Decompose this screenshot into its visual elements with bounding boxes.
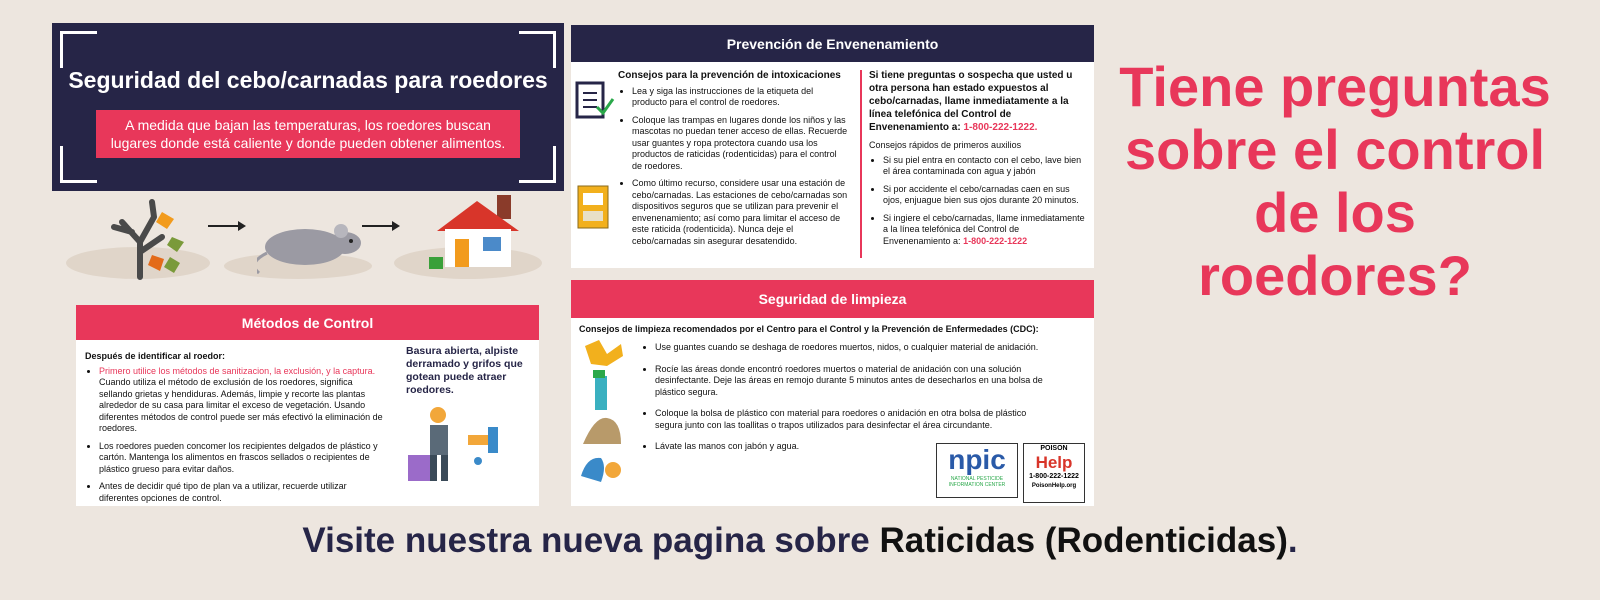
house-icon bbox=[427, 193, 537, 273]
poison-logo-top: POISON bbox=[1040, 445, 1068, 452]
cleaning-header: Seguridad de limpieza bbox=[571, 280, 1094, 318]
illustration-strip bbox=[52, 195, 564, 295]
divider bbox=[860, 70, 862, 258]
npic-logo-sub: NATIONAL PESTICIDE INFORMATION CENTER bbox=[948, 476, 1006, 488]
list-item: • Coloque las trampas en lugares donde los niños y las mascotas no puedan tener acceso de ellas. Recuerde usar guantes y ropa protectora cuando usa los productos de raticidas (rodenticidas) para el control de roedores. bbox=[632, 115, 848, 173]
arrow-icon bbox=[362, 225, 392, 227]
cleaning-list bbox=[641, 342, 1061, 459]
frame-corner bbox=[60, 31, 97, 68]
bottom-suffix: . bbox=[1287, 521, 1298, 560]
gloves-icon bbox=[585, 340, 623, 366]
methods-header: Métodos de Control bbox=[76, 305, 539, 340]
prevention-tips bbox=[618, 70, 848, 253]
big-question-heading: Tiene preguntas sobre el control de los roedores? bbox=[1119, 55, 1551, 307]
poison-phone: 1-800-222-1222. bbox=[963, 122, 1038, 133]
infographic-subtitle: A medida que bajan las temperaturas, los roedores buscan lugares donde está caliente y donde pueden obtener alimentos. bbox=[96, 110, 520, 158]
list-item: • Rocíe las áreas donde encontró roedores muertos o material de anidación con una solución desinfectante. Deje las áreas en remojo durante 5 minutos antes de desecharlos en una bolsa de plástico segura. bbox=[655, 364, 1061, 399]
arrow-icon bbox=[208, 225, 238, 227]
methods-panel bbox=[76, 305, 539, 506]
npic-logo bbox=[936, 443, 1018, 498]
aid3-phone: 1-800-222-1222 bbox=[963, 235, 1028, 246]
cleaning-icons bbox=[577, 336, 629, 486]
cleaning-panel bbox=[571, 280, 1094, 506]
list-item: • Los roedores pueden concomer los recipientes delgados de plástico y cartón. Mantenga los alimentos en frascos sellados o recipientes de plástico grueso para evitar daños. bbox=[99, 441, 385, 476]
methods-intro: Después de identificar al roedor: bbox=[85, 351, 226, 361]
methods-item1-highlight: Primero utilice los métodos de sanitizacion, la exclusión, y la captura. bbox=[99, 365, 376, 376]
npic-logo-text: npic bbox=[948, 444, 1006, 475]
cleaning-intro: Consejos de limpieza recomendados por el Centro para el Control y la Prevención de Enfermedades (CDC): bbox=[579, 324, 1039, 334]
prevention-header: Prevención de Envenenamiento bbox=[571, 25, 1094, 62]
list-item bbox=[99, 366, 385, 435]
first-aid-title: Consejos rápidos de primeros auxilios bbox=[869, 140, 1022, 150]
frame-corner bbox=[60, 146, 97, 183]
list-item: • Use guantes cuando se deshaga de roedores muertos, nidos, o cualquier material de anidación. bbox=[655, 342, 1061, 354]
checklist-icon bbox=[575, 81, 615, 121]
bag-icon bbox=[583, 418, 621, 444]
title-panel bbox=[52, 23, 564, 191]
bare-tree-icon bbox=[92, 197, 202, 282]
handwash-icon bbox=[581, 458, 604, 482]
poison-logo-phone: 1-800-222-1222 bbox=[1029, 473, 1079, 480]
methods-callout: Basura abierta, alpiste derramado y grifos que gotean puede atraer roedores. bbox=[406, 345, 523, 396]
list-item: • Lávate las manos con jabón y agua. bbox=[655, 441, 1061, 453]
bottom-prefix: Visite nuestra nueva pagina sobre bbox=[302, 521, 880, 560]
list-item: • Coloque la bolsa de plástico con material para roedores o anidación en otra bolsa de plástico segura junto con las toallitas o trapos utilizados para desinfectar el área circundante. bbox=[655, 408, 1055, 431]
exposure-question-text: Si tiene preguntas o sospecha que usted u otra persona han estado expuestos al cebo/carnadas, llame inmediatamente a la línea telefónica del Control de Envenenamiento a: bbox=[869, 70, 1073, 133]
prevention-right bbox=[869, 69, 1087, 253]
aid3-text: Si ingiere el cebo/carnadas, llame inmediatamente a la línea telefónica del Control de Envenenamiento a: bbox=[883, 212, 1085, 246]
bottom-cta bbox=[0, 521, 1600, 561]
list-item: • Si por accidente el cebo/carnadas caen en sus ojos, enjuague bien sus ojos durante 20 minutos. bbox=[883, 184, 1087, 207]
rat-icon bbox=[257, 217, 367, 277]
exposure-question bbox=[869, 69, 1087, 134]
arrow-head bbox=[238, 221, 246, 231]
list-item: • Antes de decidir qué tipo de plan va a utilizar, recuerde utilizar diferentes opciones de control. bbox=[99, 481, 385, 504]
infographic-title: Seguridad del cebo/carnadas para roedores bbox=[68, 67, 548, 93]
prevention-tips-title: Consejos para la prevención de intoxicaciones bbox=[618, 70, 841, 81]
methods-item1-rest: Cuando utiliza el método de exclusión de los roedores, significa sellando grietas y hendiduras. Además, limpie y recorte las plantas alrededor de su casa para limitar el exceso de vegetación. Usando diferentes métodos de control puede ser más efectivó la eliminación de roedores. bbox=[99, 377, 383, 433]
frame-corner bbox=[519, 146, 556, 183]
list-item: • Lea y siga las instrucciones de la etiqueta del producto para el control de roedores. bbox=[632, 86, 848, 109]
frame-corner bbox=[519, 31, 556, 68]
list-item: • Si su piel entra en contacto con el cebo, lave bien el área contaminada con agua y jabón bbox=[883, 155, 1087, 178]
spray-bottle-icon bbox=[595, 376, 607, 410]
bait-station-icon bbox=[577, 185, 609, 229]
rodenticides-page-link[interactable]: Raticidas (Rodenticidas) bbox=[879, 521, 1288, 560]
person-trash-icon bbox=[406, 405, 516, 495]
poison-help-logo bbox=[1023, 443, 1085, 503]
poison-logo-url: PoisonHelp.org bbox=[1031, 483, 1077, 489]
list-item bbox=[883, 213, 1087, 248]
list-item: • Como último recurso, considere usar una estación de cebo/carnadas. Las estaciones de cebo/carnadas son dispositivos seguros que se utilizan para prevenir el envenenamiento; así como para limitar el acceso de este raticida (rodenticida). Nunca deje el cebo/carnadas sin asegurar desatendido. bbox=[632, 178, 848, 247]
arrow-head bbox=[392, 221, 400, 231]
prevention-panel bbox=[571, 25, 1094, 268]
poison-logo-help: Help bbox=[1035, 453, 1073, 472]
methods-body bbox=[85, 351, 385, 510]
